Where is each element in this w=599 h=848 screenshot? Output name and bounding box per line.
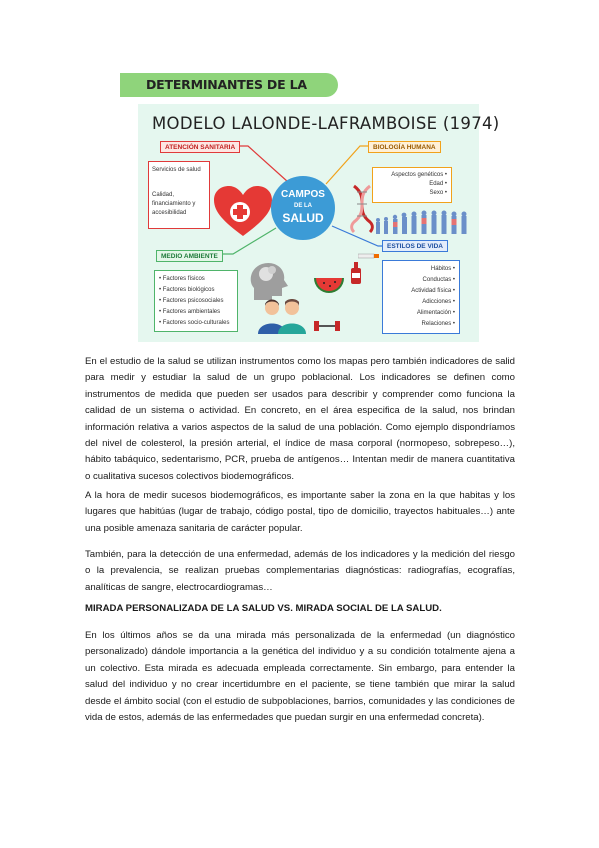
figure-title: MODELO LALONDE-LAFRAMBOISE (1974) [152, 114, 500, 133]
medio-items-box [154, 270, 238, 332]
medio-item: • Factores biológicos [159, 287, 215, 293]
tag-atencion-sanitaria: ATENCIÓN SANITARIA [160, 141, 240, 153]
tag-biologia-humana: BIOLOGÍA HUMANA [368, 141, 441, 153]
biologia-item: Aspectos genéticos • [391, 172, 447, 178]
tag-medio-ambiente: MEDIO AMBIENTE [156, 250, 223, 262]
section-banner: DETERMINANTES DE LA [120, 73, 338, 97]
biologia-item: Sexo • [429, 190, 447, 196]
atencion-item: Servicios de salud [152, 167, 201, 173]
paragraph-pruebas: También, para la detección de una enfermedad, además de los indicadores y la medición del riesgo o la prevalencia, se realizan pruebas complementarias diagnósticas: radiografías, ecografías, analíticas de sangre, electrocardiogramas… [85, 549, 515, 593]
biologia-items-box [372, 167, 452, 203]
people-row-icon [374, 208, 472, 236]
brain-icon [248, 260, 288, 302]
tag-estilos-de-vida: ESTILOS DE VIDA [382, 240, 448, 252]
atencion-item: Calidad, financiamiento y accesibilidad [152, 192, 196, 216]
medio-item: • Factores ambientales [159, 309, 221, 315]
paragraph-sucesos: A la hora de medir sucesos biodemográficos, es importante saber la zona en la que habitas y los lugares que habitúas (lugar de trabajo, código postal, tipo de domicilio, trayectos habituales…) ante una posible amenaza sanitaria de carácter popular. [85, 490, 515, 534]
watermelon-icon [314, 278, 344, 296]
bottle-icon [350, 262, 362, 284]
dna-icon [350, 184, 374, 234]
estilos-item: Conductas • [422, 277, 455, 283]
lalonde-model-figure [138, 104, 500, 342]
center-line2: DE LA [294, 203, 312, 209]
cigarette-icon [358, 250, 380, 260]
paragraph-mirada: En los últimos años se da una mirada más personalizada de la enfermedad (un diagnóstico personalizado) dándole importancia a la genética del individuo y a su condición totalmente ajena a un colectivo. Esta mirada es adecuada empleada correctamente. Sin embargo, para entender la salud del individuo y no crear incertidumbre en el paciente, se tiene también que mirar la salud desde el ámbito social (con el estudio de subpoblaciones, barrios, comunidades y las condiciones de vida de estos, además de las enfermedades que puedan surgir en una enfermedad concreta). [85, 630, 515, 724]
medio-item: • Factores psicosociales [159, 298, 224, 304]
estilos-item: Adicciones • [422, 299, 455, 305]
estilos-items-box [382, 260, 460, 334]
center-line3: SALUD [282, 211, 324, 225]
heart-icon [214, 186, 272, 238]
biologia-item: Edad • [429, 181, 447, 187]
center-line1: CAMPOS [281, 189, 325, 200]
dumbbell-icon [314, 320, 340, 332]
estilos-item: Actividad física • [411, 288, 455, 294]
atencion-items-box [148, 161, 210, 229]
medio-item: • Factores físicos [159, 276, 205, 282]
doctors-icon [258, 298, 306, 334]
campos-salud-circle [271, 176, 335, 240]
section-heading: MIRADA PERSONALIZADA DE LA SALUD VS. MIRADA SOCIAL DE LA SALUD. [85, 603, 442, 614]
medio-item: • Factores socio-culturales [159, 320, 230, 326]
estilos-item: Hábitos • [430, 266, 455, 272]
paragraph-indicadores: En el estudio de la salud se utilizan instrumentos como los mapas pero también indicadores de salid para medir y estudiar la salud de un grupo poblacional. Los indicadores se definen como instrumentos de medida que pueden ser usados para describir y comprender como funciona la calidad de un sistema o actividad. En concreto, en el área especifica de la salud, nos brindan información relativa a varios aspectos de la salud de una población. Como ejemplo dispondríamos del nivel de colesterol, la presión arterial, el índice de masa corporal (normopeso, sobrepeso…), hábito tabáquico, sedentarismo, PCR, prueba de antígenos… Intentan medir de manera cuantitativa o cualitativa sucesos colectivos biodemográficos. [85, 356, 515, 482]
estilos-item: Relaciones • [421, 321, 455, 327]
estilos-item: Alimentación • [416, 310, 455, 316]
